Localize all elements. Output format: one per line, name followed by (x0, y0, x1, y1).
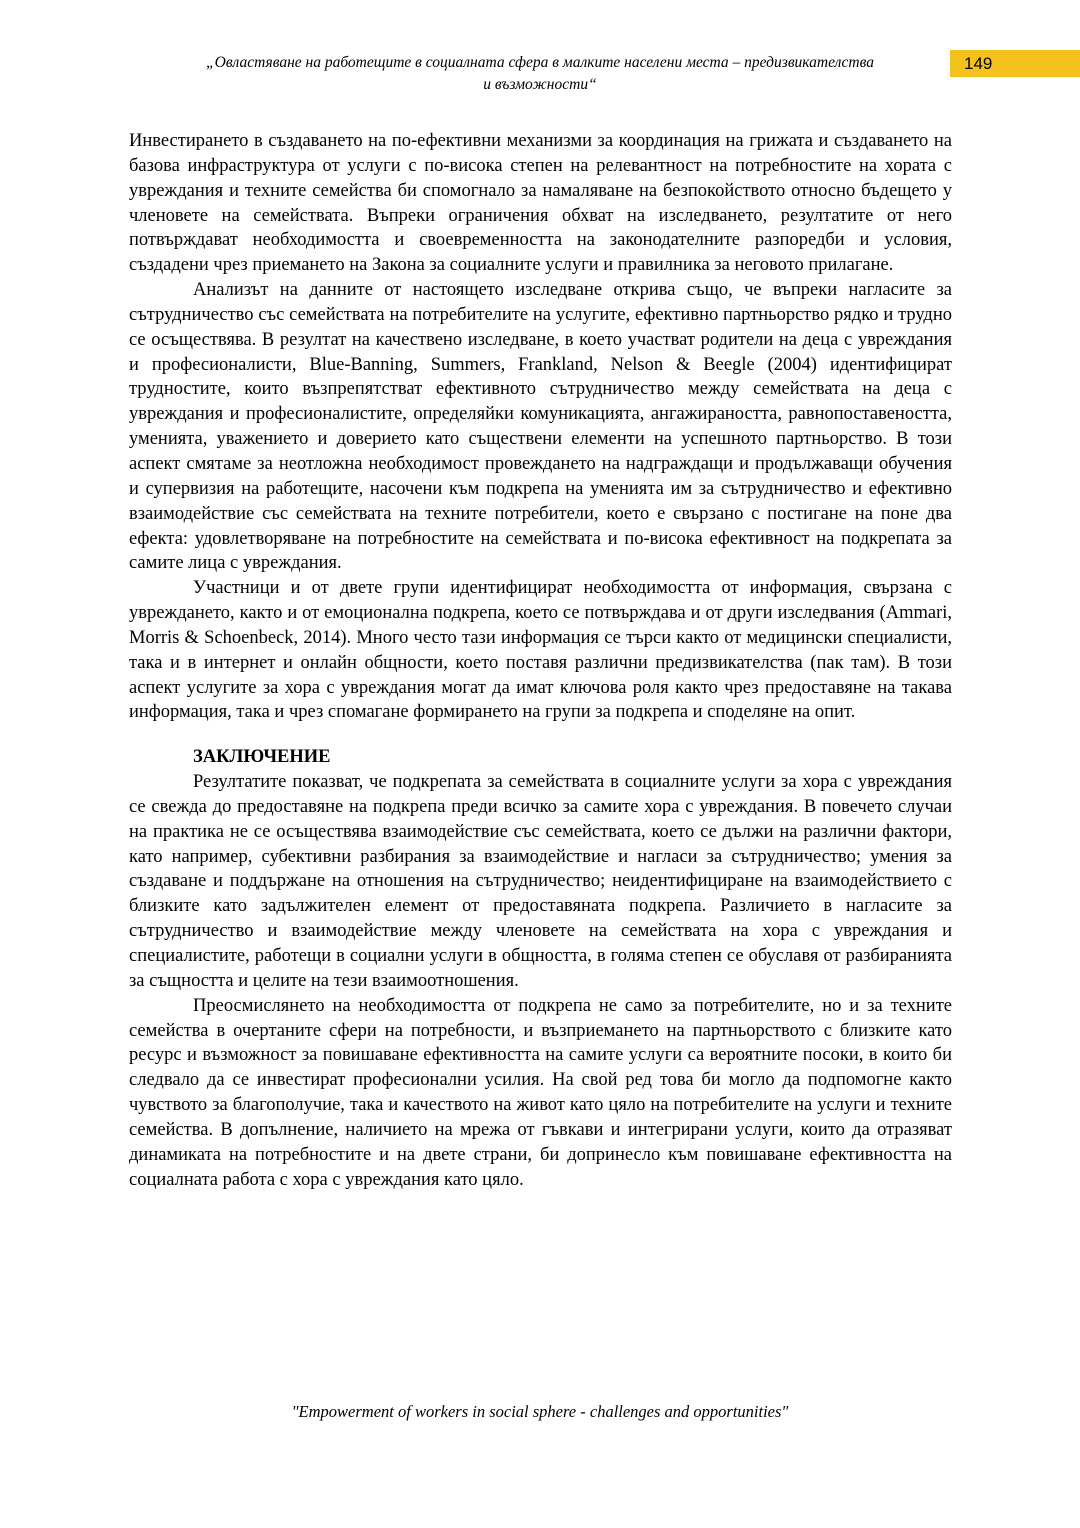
paragraph: Участници и от двете групи идентифицират необходимостта от информация, свързана с увреждането, както и от емоционална подкрепа, което се потвърждава и от други изследвания (Ammari, Morris & Schoenbeck, 2014). Много често тази информация се търси както от медицински специалисти, така и в интернет и онлайн общности, което поставя различни предизвикателства (пак там). В този аспект услугите за хора с увреждания могат да имат ключова роля както чрез предоставяне на такава информация, така и чрез спомагане формирането на групи за подкрепа и споделяне на опит. (129, 578, 952, 723)
body-text (129, 129, 952, 1192)
paragraph: Инвестирането в създаването на по-ефективни механизми за координация на грижата и създаването на базова инфраструктура от услуги с по-висока степен на релевантност на потребностите на хората с увреждания и техните семейства би спомогнало за намаляване на безпокойството относно бъдещето у членовете на семействата. Въпреки ограничения обхват на изследването, резултатите от него потвърждават необходимостта и своевременността на законодателните разпоредби и условия, създадени чрез приемането на Закона за социалните услуги и правилника за неговото прилагане. (129, 131, 952, 276)
page-number-badge: 149 (950, 50, 1080, 77)
paragraph: Анализът на данните от настоящето изследване открива също, че въпреки нагласите за сътрудничество със семействата на потребителите на услугите, ефективно партньорство рядко и трудно се осъществява. В резултат на качествено изследване, в което участват родители на деца с увреждания и професионалисти, Blue-Banning, Summers, Frankland, Nelson & Beegle (2004) идентифицират трудностите, които възпрепятстват ефективното сътрудничество между семействата на деца с увреждания и професионалистите, определяйки комуникацията, ангажираността, равнопоставеността, уменията, уважението и доверието като съществени елементи на успешното партньорство. В този аспект смятаме за неотложна необходимост провеждането на надграждащи и продължаващи обучения и супервизия на работещите, насочени към подкрепа на уменията им за сътрудничество и ефективно взаимодействие със семействата на техните потребители, което е свързано с постигане на поне два ефекта: удовлетворяване на потребностите на семействата и по-висока ефективност на подкрепата за самите лица с увреждания. (129, 280, 952, 574)
paragraph: Резултатите показват, че подкрепата за семействата в социалните услуги за хора с увреждания се свежда до предоставяне на подкрепа преди всичко за самите хора с увреждания. В повечето случаи на практика не се осъществява взаимодействие със семействата, което се дължи на различни фактори, като например, субективни разбирания за взаимодействие и нагласи за сътрудничество; умения за създаване и поддържане на отношения на сътрудничество; неидентифициране на взаимодействието с близките като задължителен елемент от предоставяната подкрепа. Различието в нагласите за сътрудничество и взаимодействие между членовете на семействата на хора с увреждания и специалистите, работещи в социални услуги в общността, в голяма степен се обуславя от разбиранията за същността и целите на тези взаимоотношения. (129, 772, 952, 991)
running-footer-title: "Empowerment of workers in social sphere - challenges and opportunities" (291, 1402, 789, 1421)
header-title-line-2: и възможности“ (483, 76, 597, 93)
paragraph: Преосмислянето на необходимостта от подкрепа не само за потребителите, но и за техните семейства в очертаните сфери на потребности, и възприемането на партньорството с близките като ресурс и възможност за повишаване ефективността на самите услуги са вероятните посоки, в които би следвало да се инвестират професионални усилия. На свой ред това би могло да подпомогне както чувството за благополучие, така и качеството на живот като цяло на потребителите на услуги и техните семейства. В допълнение, наличието на мрежа от гъвкави и интегрирани услуги, които да отразяват динамиката на потребностите и на двете страни, би допринесло към повишаване ефективността на социалната работа с хора с увреждания като цяло. (129, 995, 952, 1190)
header-title-line-1: „Овластяване на работещите в социалната сфера в малките населени места – предизвикателства (206, 54, 874, 71)
running-header-title (120, 52, 960, 96)
conclusion-heading: ЗАКЛЮЧЕНИЕ (193, 747, 331, 768)
